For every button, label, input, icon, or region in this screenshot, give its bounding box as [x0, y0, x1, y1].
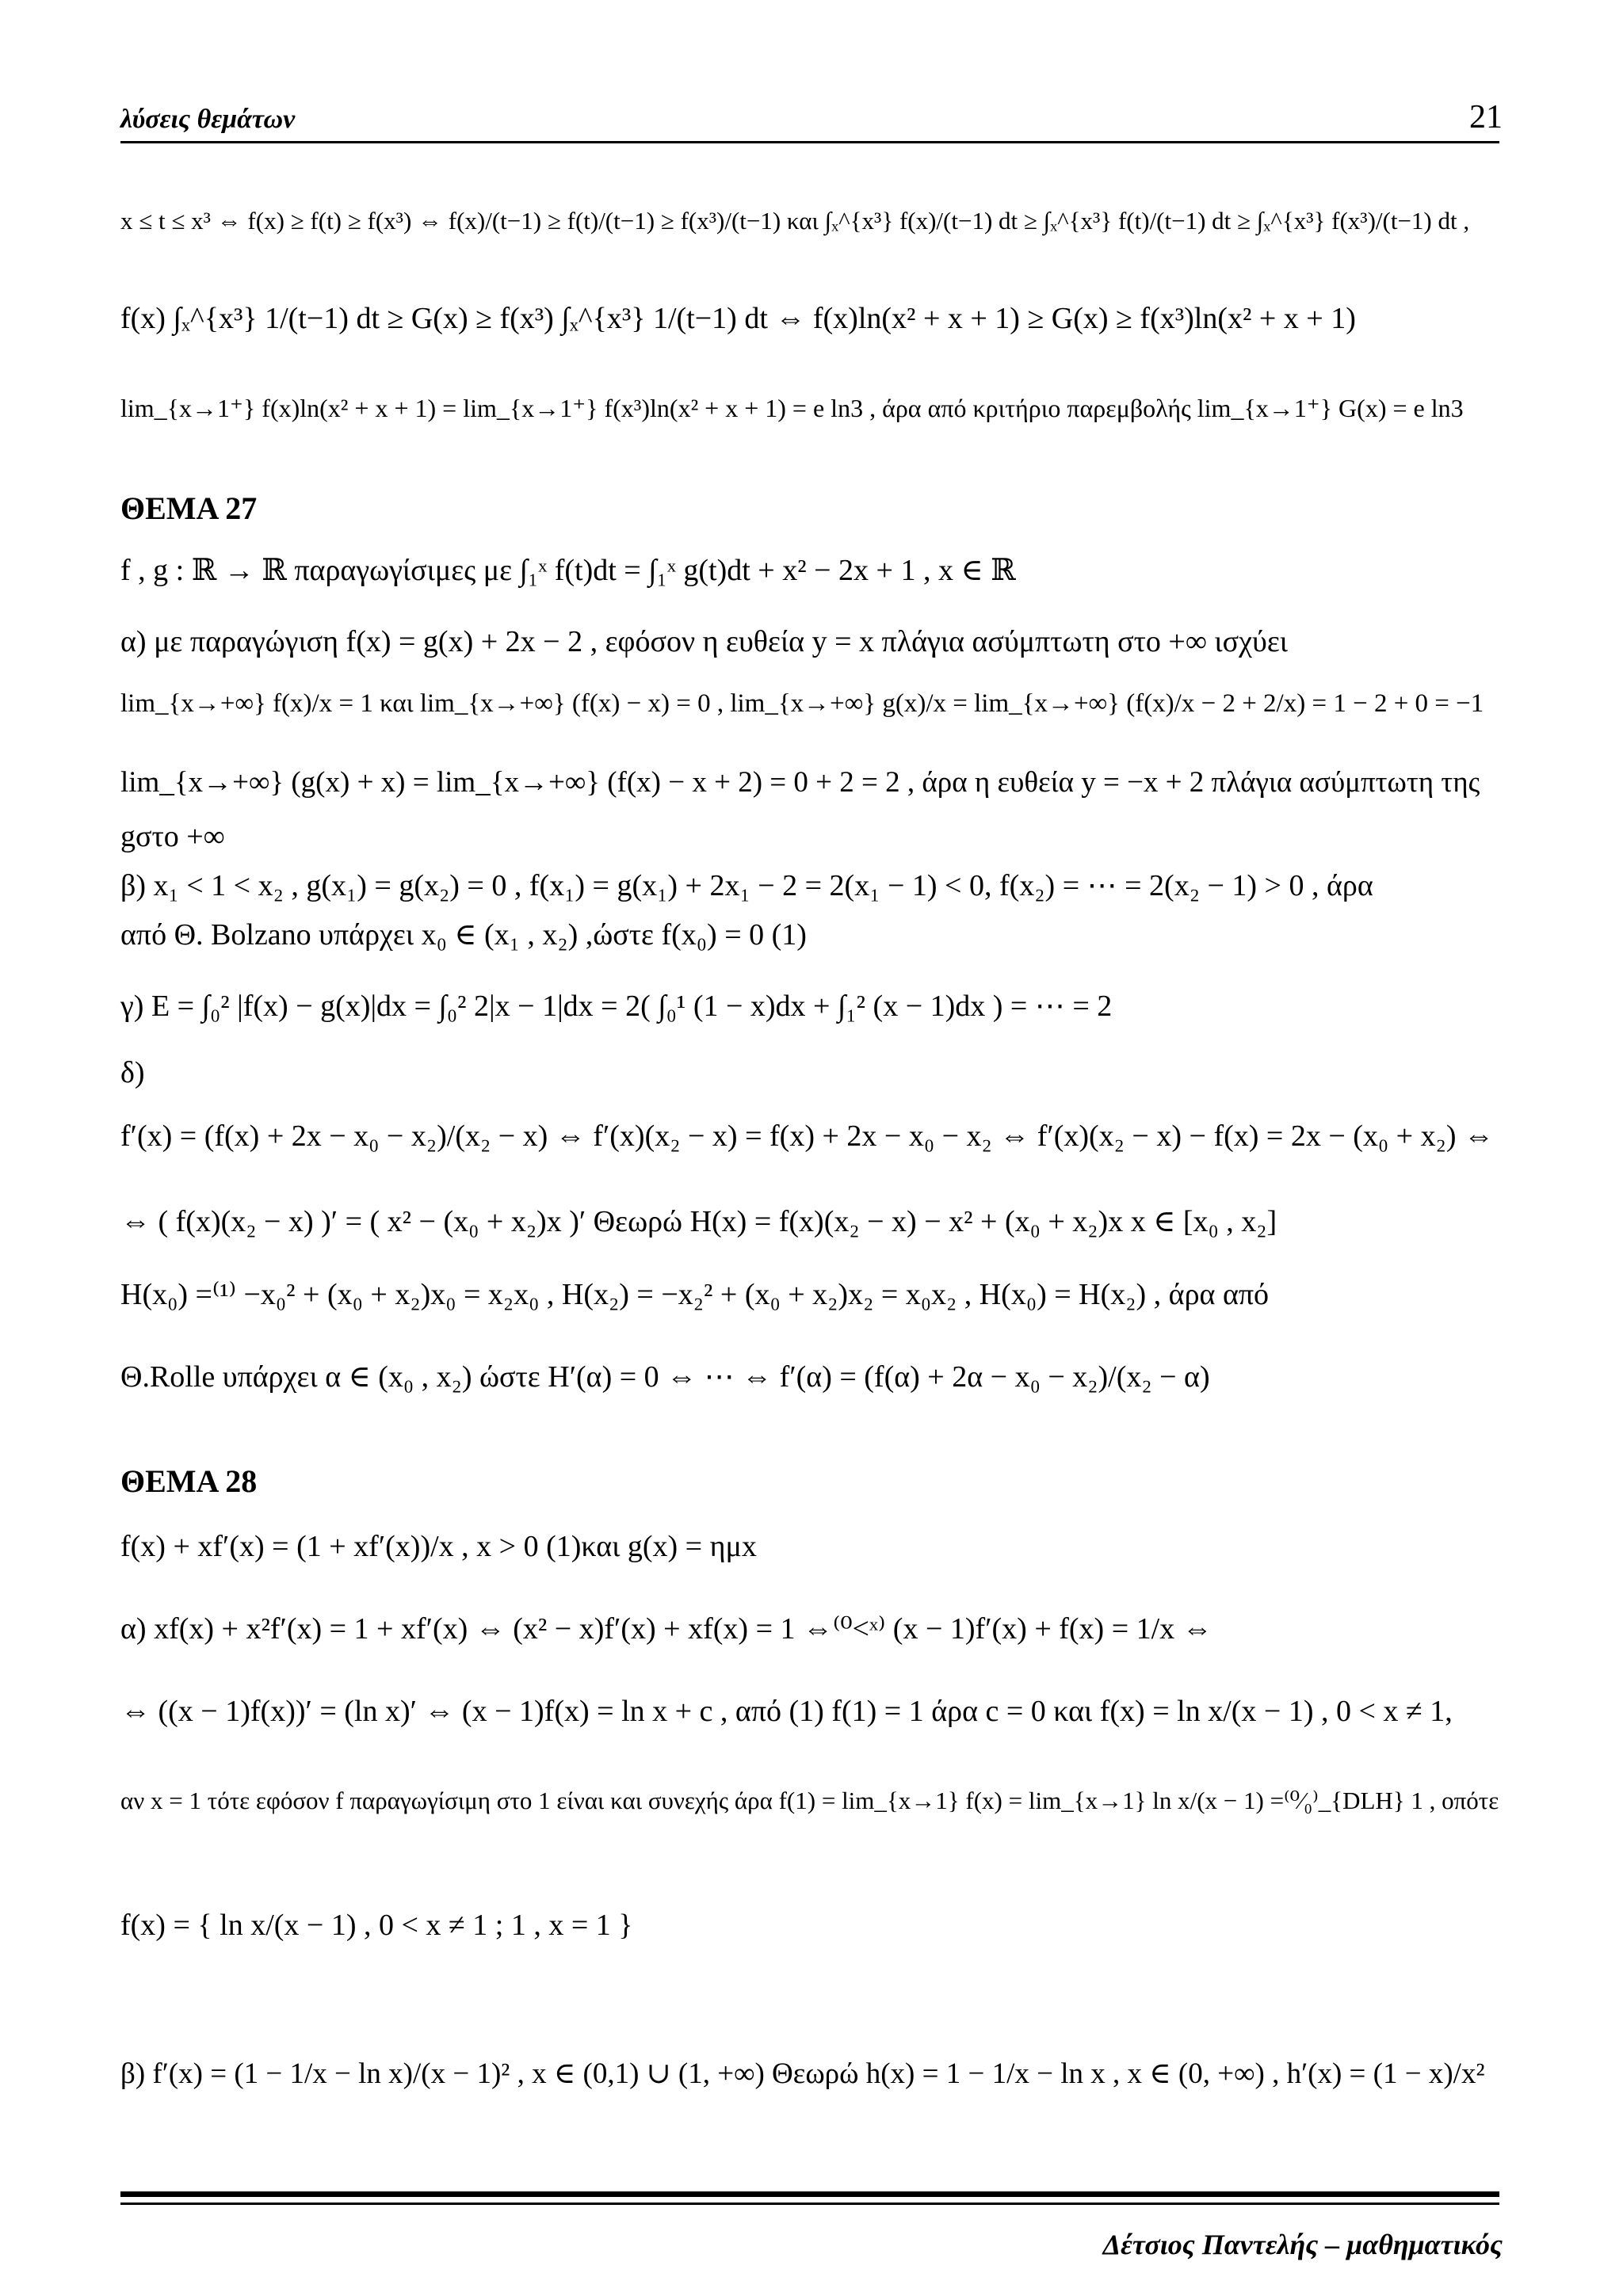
- page-header-title: λύσεις θεμάτων: [120, 105, 296, 134]
- math-line: ⇔ ( f(x)(x₂ − x) )′ = ( x² − (x₀ + x₂)x )′ Θεωρώ H(x) = f(x)(x₂ − x) − x² + (x₀ + x₂)x x ∈ [x₀ , x₂]: [120, 1205, 1277, 1238]
- footer-rule-thin: [120, 2203, 1499, 2205]
- math-line: Θ.Rolle υπάρχει α ∈ (x₀ , x₂) ώστε H′(α) = 0 ⇔ ⋯ ⇔ f′(α) = (f(α) + 2α − x₀ − x₂)/(x₂ − α): [120, 1360, 1210, 1394]
- footer-author: Δέτσιος Παντελής – μαθηματικός: [1102, 2229, 1503, 2260]
- page-number: 21: [1469, 99, 1503, 135]
- math-line: β) f′(x) = (1 − 1/x − ln x)/(x − 1)² , x ∈ (0,1) ∪ (1, +∞) Θεωρώ h(x) = 1 − 1/x − ln x , x ∈ (0, +∞) , h′(x) = (1 − x)/x²: [120, 2058, 1485, 2090]
- section-title-thema27: ΘΕΜΑ 27: [120, 490, 258, 526]
- math-line: γ) E = ∫₀² |f(x) − g(x)|dx = ∫₀² 2|x − 1|dx = 2( ∫₀¹ (1 − x)dx + ∫₁² (x − 1)dx ) = ⋯ = 2: [120, 990, 1113, 1023]
- math-line: ⇔ ((x − 1)f(x))′ = (ln x)′ ⇔ (x − 1)f(x) = ln x + c , από (1) f(1) = 1 άρα c = 0 και f(x) = ln x/(x − 1) , 0 < x ≠ 1,: [120, 1695, 1453, 1728]
- math-line: α) xf(x) + x²f′(x) = 1 + xf′(x) ⇔ (x² − x)f′(x) + xf(x) = 1 ⇔⁽⁰<ˣ⁾ (x − 1)f′(x) + f(x) = 1/x ⇔: [120, 1612, 1212, 1646]
- math-line: lim_{x→+∞} f(x)/x = 1 και lim_{x→+∞} (f(x) − x) = 0 , lim_{x→+∞} g(x)/x = lim_{x→+∞} (f(x)/x − 2 + 2/x) = 1 − 2 + 0 = −1: [120, 689, 1484, 718]
- math-line: β) x₁ < 1 < x₂ , g(x₁) = g(x₂) = 0 , f(x₁) = g(x₁) + 2x₁ − 2 = 2(x₁ − 1) < 0, f(x₂) = ⋯ = 2(x₂ − 1) > 0 , άρα: [120, 869, 1373, 902]
- header-rule: [120, 141, 1499, 143]
- math-line: f(x) + xf′(x) = (1 + xf′(x))/x , x > 0 (1)και g(x) = ημx: [120, 1530, 757, 1563]
- math-line: α) με παραγώγιση f(x) = g(x) + 2x − 2 , εφόσον η ευθεία y = x πλάγια ασύμπτωτη στο +∞ ισχύει: [120, 625, 1289, 658]
- math-line: H(x₀) =⁽¹⁾ −x₀² + (x₀ + x₂)x₀ = x₂x₀ , H(x₂) = −x₂² + (x₀ + x₂)x₂ = x₀x₂ , H(x₀) = H(x₂) , άρα από: [120, 1278, 1270, 1311]
- math-line: αν x = 1 τότε εφόσον f παραγωγίσιμη στο 1 είναι και συνεχής άρα f(1) = lim_{x→1} f(x) = lim_{x→1} ln x/(x − 1) =⁽⁰⁄₀⁾_{DLH} 1 , οπότε: [120, 1787, 1499, 1814]
- math-line: από Θ. Bolzano υπάρχει x₀ ∈ (x₁ , x₂) ,ώστε f(x₀) = 0 (1): [120, 918, 807, 952]
- math-line: lim_{x→1⁺} f(x)ln(x² + x + 1) = lim_{x→1⁺} f(x³)ln(x² + x + 1) = e ln3 , άρα από κριτήριο παρεμβολής lim_{x→1⁺} G(x) = e ln3: [120, 394, 1464, 422]
- math-line: f(x) ∫ₓ^{x³} 1/(t−1) dt ≥ G(x) ≥ f(x³) ∫ₓ^{x³} 1/(t−1) dt ⇔ f(x)ln(x² + x + 1) ≥ G(x) ≥ f(x³)ln(x² + x + 1): [120, 302, 1356, 335]
- math-line: f(x) = { ln x/(x − 1) , 0 < x ≠ 1 ; 1 , x = 1 }: [120, 1909, 633, 1942]
- math-line: f , g : ℝ → ℝ παραγωγίσιμες με ∫₁ˣ f(t)dt = ∫₁ˣ g(t)dt + x² − 2x + 1 , x ∈ ℝ: [120, 554, 1016, 587]
- math-line: δ): [120, 1056, 145, 1089]
- section-title-thema28: ΘΕΜΑ 28: [120, 1463, 258, 1499]
- math-line: f′(x) = (f(x) + 2x − x₀ − x₂)/(x₂ − x) ⇔ f′(x)(x₂ − x) = f(x) + 2x − x₀ − x₂ ⇔ f′(x)(x₂ − x) − f(x) = 2x − (x₀ + x₂) ⇔: [120, 1119, 1495, 1153]
- footer-rule-thick: [120, 2191, 1499, 2197]
- math-line: gστο +∞: [120, 820, 225, 853]
- math-line: lim_{x→+∞} (g(x) + x) = lim_{x→+∞} (f(x) − x + 2) = 0 + 2 = 2 , άρα η ευθεία y = −x + 2 πλάγια ασύμπτωτη της: [120, 766, 1480, 799]
- math-line: x ≤ t ≤ x³ ⇔ f(x) ≥ f(t) ≥ f(x³) ⇔ f(x)/(t−1) ≥ f(t)/(t−1) ≥ f(x³)/(t−1) και ∫ₓ^{x³} f(x)/(t−1) dt ≥ ∫ₓ^{x³} f(t)/(t−1) dt ≥ ∫ₓ^{x³} f(x³)/(t−1) dt ,: [120, 207, 1470, 235]
